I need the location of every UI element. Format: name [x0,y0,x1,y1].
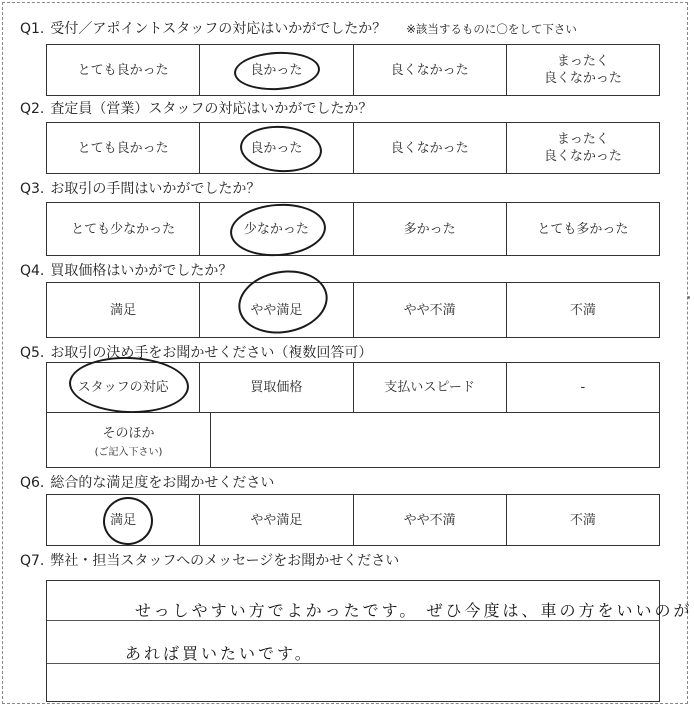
q2-option-3[interactable] [354,123,507,173]
option-label: 満足 [110,302,137,318]
q5-options-row [46,362,660,413]
q5-other-label-cell [47,412,211,467]
q4-option-1[interactable] [47,283,200,337]
handwritten-message-line-1: せっしやすい方でよかったです。 ぜひ今度は、車の方をいいのが [135,601,693,620]
question-text: 総合的な満足度をお聞かせください [50,475,275,491]
option-label: 多かった [403,221,456,237]
option-label: - [580,380,586,395]
q6-option-1[interactable] [47,495,200,545]
q5-option-3[interactable] [354,363,507,412]
q4-option-4[interactable] [507,283,659,337]
question-6 [20,474,274,492]
option-label: 支払いスピード [384,380,475,395]
instruction-note: ※該当するものに〇をして下さい [406,22,577,36]
q5-option-1[interactable] [47,363,200,412]
option-label: とても少なかった [71,221,176,237]
q1-option-2[interactable] [200,45,353,95]
question-2 [20,100,372,118]
option-label: スタッフの対応 [77,380,169,395]
question-text: お取引の手間はいかがでしたか？ [50,181,261,197]
question-text: お取引の決め手をお聞かせください（複数回答可） [50,345,373,361]
question-4 [20,262,232,280]
handwritten-message-line-2: あれば買いたいです。 [125,644,314,663]
option-label: 不満 [569,302,596,318]
scan-speck [687,296,690,299]
other-sublabel: (ご記入下さい) [94,446,163,458]
option-label: やや不満 [403,512,456,528]
option-label: 良くなかった [390,140,469,156]
q6-option-4[interactable] [507,495,659,545]
q1-option-1[interactable] [47,45,200,95]
q2-option-1[interactable] [47,123,200,173]
q6-options-row [46,494,660,546]
q5-other-row [46,412,660,468]
option-label: とても良かった [77,62,169,78]
option-label: とても多かった [537,221,629,237]
q1-option-3[interactable] [354,45,507,95]
option-label: まったく 良くなかった [543,54,622,86]
question-5 [20,344,372,362]
q6-option-3[interactable] [354,495,507,545]
question-number: Q1. [20,21,45,37]
option-label: 満足 [110,512,137,528]
q4-option-2[interactable] [200,283,353,337]
q3-option-3[interactable] [354,203,507,255]
question-number: Q7. [20,553,45,569]
q1-option-4[interactable] [507,45,659,95]
q3-options-row [46,202,660,256]
option-label: やや不満 [403,302,456,318]
question-number: Q4. [20,263,45,279]
q5-option-2[interactable] [200,363,353,412]
q2-option-4[interactable] [507,123,659,173]
question-3 [20,180,260,198]
question-text: 弊社・担当スタッフへのメッセージをお聞かせください [50,553,400,569]
q5-option-4[interactable] [507,363,659,412]
question-number: Q3. [20,181,45,197]
option-label: 不満 [569,512,596,528]
q6-option-2[interactable] [200,495,353,545]
q4-option-3[interactable] [354,283,507,337]
question-1 [20,20,577,38]
other-label: そのほか [102,425,155,441]
question-number: Q5. [20,345,45,361]
question-text: 買取価格はいかがでしたか？ [50,263,233,279]
question-number: Q2. [20,101,45,117]
question-text: 受付／アポイントスタッフの対応はいかがでしたか？ [50,21,387,37]
option-label: やや満足 [250,302,303,318]
option-label: やや満足 [250,512,303,528]
q2-option-2[interactable] [200,123,353,173]
question-7 [20,552,399,570]
q4-options-row [46,282,660,338]
q2-options-row [46,122,660,174]
q3-option-4[interactable] [507,203,659,255]
q1-options-row [46,44,660,96]
q5-other-input[interactable] [211,412,659,467]
option-label: まったく 良くなかった [543,132,622,164]
q3-option-2[interactable] [200,203,353,255]
option-label: とても良かった [77,140,169,156]
option-label: 少なかった [243,221,309,237]
q3-option-1[interactable] [47,203,200,255]
option-label: 買取価格 [250,380,303,395]
question-number: Q6. [20,475,45,491]
option-label: 良かった [250,62,303,78]
message-box[interactable] [46,580,693,702]
option-label: 良くなかった [390,62,469,78]
option-label: 良かった [250,140,303,156]
question-text: 査定員（営業）スタッフの対応はいかがでしたか？ [50,101,373,117]
